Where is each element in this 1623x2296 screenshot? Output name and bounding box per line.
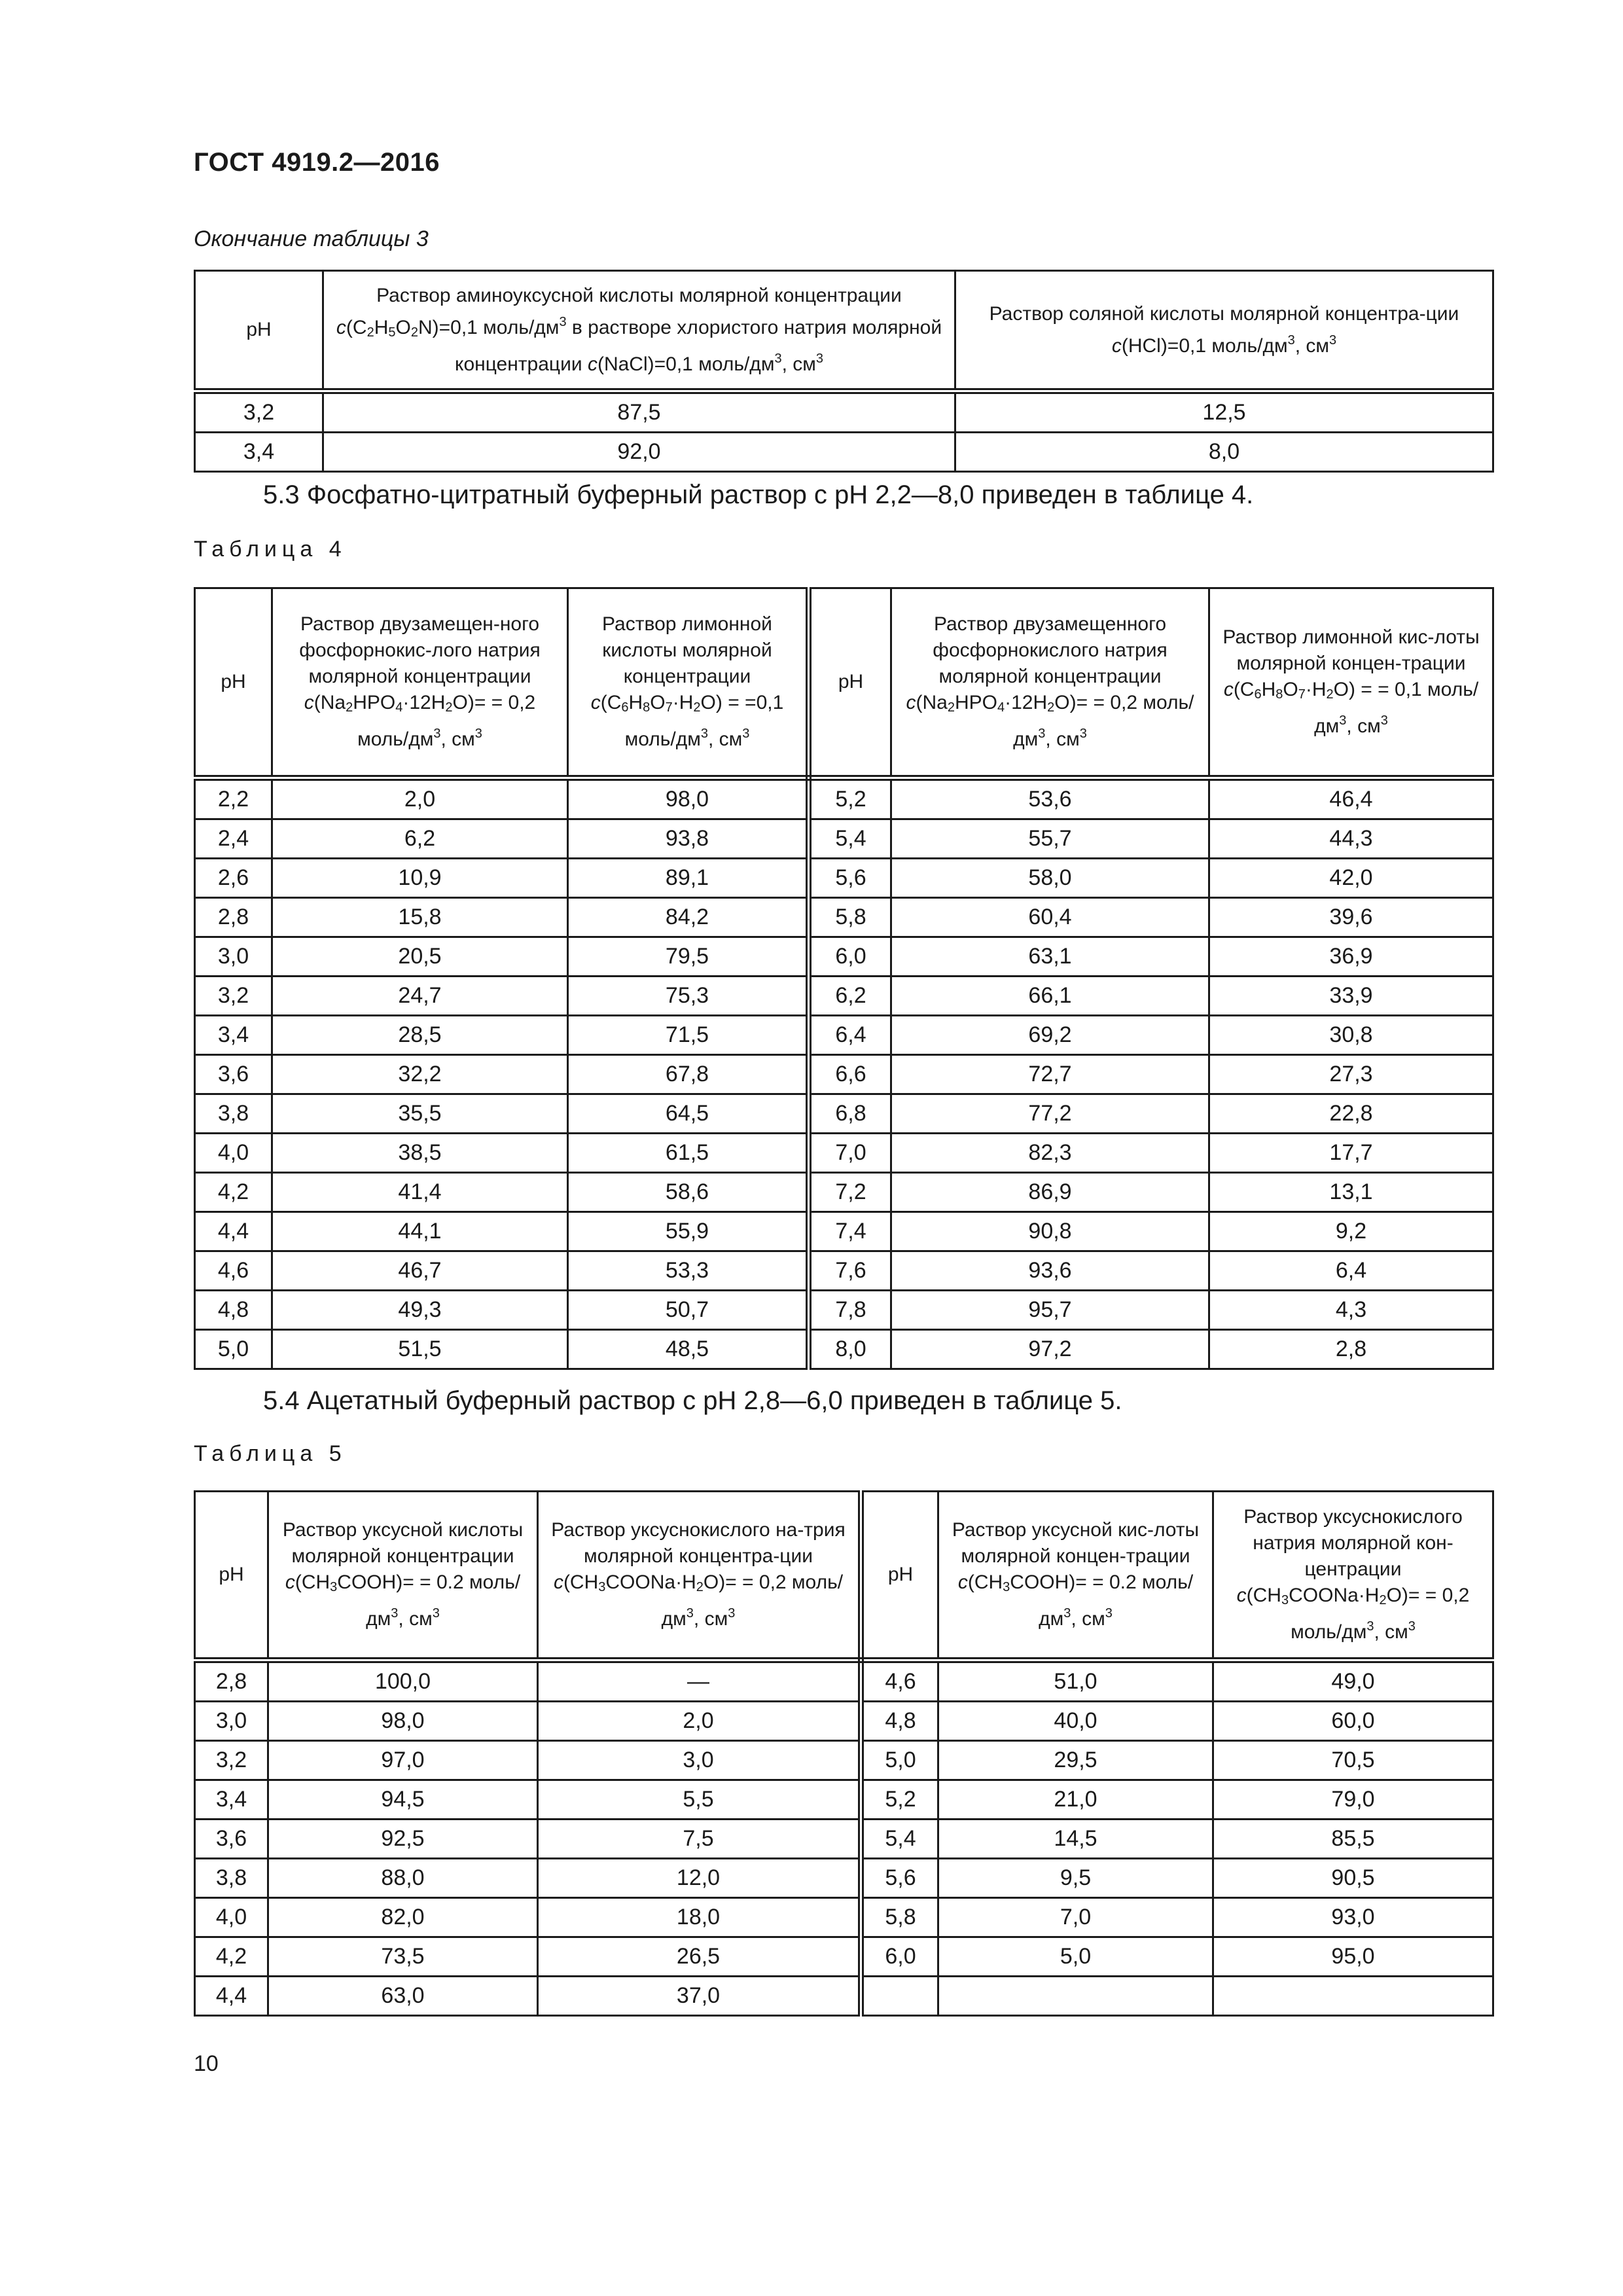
table-cell: 3,2 [195, 977, 272, 1016]
table-row [195, 1937, 1493, 1977]
table-cell: 61,5 [568, 1134, 809, 1173]
table-cell: 2,8 [195, 1660, 268, 1702]
table-cell: 90,5 [1213, 1859, 1493, 1898]
table-cell: 79,0 [1213, 1780, 1493, 1820]
paragraph-5-4: 5.4 Ацетатный буферный раствор с pH 2,8—6,0 приведен в таблице 5. [263, 1386, 1122, 1415]
table-cell: 2,0 [538, 1702, 861, 1741]
column-header-sodium-acetate-2: Раствор уксуснокислого натрия молярной кон-центрации $c(CH_3COONa\cdot H_2O)= = 0,2$ моль/$дм^3$, $см^3$ [1213, 1492, 1493, 1660]
table-cell: 12,0 [538, 1859, 861, 1898]
document-header: ГОСТ 4919.2—2016 [194, 148, 440, 177]
table-cell: 79,5 [568, 937, 809, 977]
column-header-ph: pH [195, 271, 323, 391]
table-header-row [195, 271, 1493, 391]
table-4 [194, 587, 1494, 1370]
column-header-ph-2: pH [809, 588, 891, 778]
table-cell: 42,0 [1209, 859, 1493, 898]
column-header-citric-acid: Раствор лимонной кислоты молярной концентрации $c(C_6H_8O_7\cdot H_2O) = =0,1$ моль/$дм^3$, $см^3$ [568, 588, 809, 778]
table-cell: 100,0 [268, 1660, 538, 1702]
table-cell: 7,0 [938, 1898, 1213, 1937]
table-cell: 21,0 [938, 1780, 1213, 1820]
table-cell: 3,6 [195, 1820, 268, 1859]
table-cell: 69,2 [891, 1016, 1209, 1055]
paragraph-5-3: 5.3 Фосфатно-цитратный буферный раствор с pH 2,2—8,0 приведен в таблице 4. [263, 480, 1254, 509]
table-row [195, 1094, 1493, 1134]
table-cell: 4,8 [861, 1702, 938, 1741]
table-cell: 72,7 [891, 1055, 1209, 1094]
table-row [195, 1898, 1493, 1937]
table-cell: 33,9 [1209, 977, 1493, 1016]
column-header-glycine-solution: Раствор аминоуксусной кислоты молярной концентрации $c(C_2H_5O_2N)=0,1$ моль/$дм^3$ в растворе хлористого натрия молярной концентрации c(NaCl)=0,1 моль/$дм^3$, $см^3$ [323, 271, 955, 391]
table-cell: 5,6 [861, 1859, 938, 1898]
table-cell: 37,0 [538, 1977, 861, 2016]
table-cell: 93,6 [891, 1251, 1209, 1291]
table-cell: 5,8 [809, 898, 891, 937]
table-4-label: Таблица 4 [194, 537, 347, 562]
table-cell: 84,2 [568, 898, 809, 937]
table-cell: 97,2 [891, 1330, 1209, 1369]
table-cell: 63,1 [891, 937, 1209, 977]
table-cell: 35,5 [272, 1094, 568, 1134]
table-cell: 48,5 [568, 1330, 809, 1369]
table-cell: 3,4 [195, 1016, 272, 1055]
table-cell: 6,0 [809, 937, 891, 977]
table-cell: 5,2 [861, 1780, 938, 1820]
table-cell: 5,5 [538, 1780, 861, 1820]
table-cell: 87,5 [323, 391, 955, 433]
table-cell: 88,0 [268, 1859, 538, 1898]
table-cell: 49,0 [1213, 1660, 1493, 1702]
column-header-hcl-solution: Раствор соляной кислоты молярной концентра-ции c(HCl)=0,1 моль/$дм^3$, $см^3$ [955, 271, 1493, 391]
table-cell: 46,7 [272, 1251, 568, 1291]
table-row [195, 819, 1493, 859]
table-5 [194, 1490, 1494, 2017]
table-cell: 22,8 [1209, 1094, 1493, 1134]
table-cell: 3,8 [195, 1094, 272, 1134]
table-cell [861, 1977, 938, 2016]
table-cell: — [538, 1660, 861, 1702]
table-cell: 4,4 [195, 1212, 272, 1251]
table-cell: 5,6 [809, 859, 891, 898]
table-row [195, 977, 1493, 1016]
table-cell: 60,0 [1213, 1702, 1493, 1741]
table-row [195, 1212, 1493, 1251]
table-cell: 97,0 [268, 1741, 538, 1780]
table-cell: 71,5 [568, 1016, 809, 1055]
table-cell: 14,5 [938, 1820, 1213, 1859]
table-cell: 58,6 [568, 1173, 809, 1212]
table-cell: 30,8 [1209, 1016, 1493, 1055]
table-row [195, 1977, 1493, 2016]
table-row [195, 1016, 1493, 1055]
table-cell: 4,6 [195, 1251, 272, 1291]
table-cell: 2,8 [1209, 1330, 1493, 1369]
table-cell: 5,0 [938, 1937, 1213, 1977]
table-row [195, 1055, 1493, 1094]
table-cell: 64,5 [568, 1094, 809, 1134]
table-cell: 3,4 [195, 1780, 268, 1820]
table-cell: 51,5 [272, 1330, 568, 1369]
table-cell: 3,6 [195, 1055, 272, 1094]
table-cell: 7,0 [809, 1134, 891, 1173]
table-cell: 6,4 [1209, 1251, 1493, 1291]
table-cell: 24,7 [272, 977, 568, 1016]
table-cell: 32,2 [272, 1055, 568, 1094]
table-cell: 3,0 [195, 937, 272, 977]
table-cell: 95,0 [1213, 1937, 1493, 1977]
table-cell: 3,0 [195, 1702, 268, 1741]
table-cell: 4,6 [861, 1660, 938, 1702]
table-cell: 36,9 [1209, 937, 1493, 977]
table-cell: 98,0 [268, 1702, 538, 1741]
table-cell: 86,9 [891, 1173, 1209, 1212]
table-3-end [194, 270, 1494, 473]
column-header-acetic-acid: Раствор уксусной кислоты молярной концентрации $c(CH_3COOH)= = 0.2$ моль/$дм^3$, $см^3$ [268, 1492, 538, 1660]
table-cell: 6,0 [861, 1937, 938, 1977]
table-row [195, 1702, 1493, 1741]
column-header-na2hpo4-2: Раствор двузамещенного фосфорнокислого натрия молярной концентрации $c(Na_2HPO_4\cdot 12H_2O)= = 0,2$ моль/$дм^3$, $см^3$ [891, 588, 1209, 778]
table-cell: 20,5 [272, 937, 568, 977]
table-row [195, 1251, 1493, 1291]
table-cell [1213, 1977, 1493, 2016]
table-cell: 46,4 [1209, 778, 1493, 819]
table-header-row [195, 588, 1493, 778]
table-cell: 3,2 [195, 1741, 268, 1780]
table-cell: 17,7 [1209, 1134, 1493, 1173]
table-cell: 5,4 [809, 819, 891, 859]
table-cell: 67,8 [568, 1055, 809, 1094]
table-cell: 92,5 [268, 1820, 538, 1859]
table-cell: 3,8 [195, 1859, 268, 1898]
table-cell: 93,0 [1213, 1898, 1493, 1937]
table-cell: 58,0 [891, 859, 1209, 898]
table-cell: 4,2 [195, 1937, 268, 1977]
table-row [195, 433, 1493, 472]
table-cell: 2,8 [195, 898, 272, 937]
table-header-row [195, 1492, 1493, 1660]
table-cell: 5,4 [861, 1820, 938, 1859]
table-cell: 6,2 [809, 977, 891, 1016]
table-cell: 93,8 [568, 819, 809, 859]
table-cell: 4,8 [195, 1291, 272, 1330]
table-cell: 49,3 [272, 1291, 568, 1330]
table-cell: 7,2 [809, 1173, 891, 1212]
table-cell: 2,0 [272, 778, 568, 819]
table-row [195, 1173, 1493, 1212]
table3-continuation-caption: Окончание таблицы 3 [194, 226, 429, 251]
table-cell: 55,9 [568, 1212, 809, 1251]
table-cell: 9,2 [1209, 1212, 1493, 1251]
table-cell: 38,5 [272, 1134, 568, 1173]
table-cell: 7,5 [538, 1820, 861, 1859]
table-cell: 2,6 [195, 859, 272, 898]
table-cell: 66,1 [891, 977, 1209, 1016]
column-header-acetic-acid-2: Раствор уксусной кис-лоты молярной концен-трации $c(CH_3COOH)= = 0.2$ моль/$дм^3$, $см^3$ [938, 1492, 1213, 1660]
table-cell: 28,5 [272, 1016, 568, 1055]
table-cell: 9,5 [938, 1859, 1213, 1898]
table-cell: 2,4 [195, 819, 272, 859]
table-row [195, 391, 1493, 433]
table-row [195, 1741, 1493, 1780]
table-cell [938, 1977, 1213, 2016]
page-number: 10 [194, 2051, 219, 2076]
table-cell: 5,8 [861, 1898, 938, 1937]
table-cell: 18,0 [538, 1898, 861, 1937]
table-cell: 44,3 [1209, 819, 1493, 859]
table-cell: 4,0 [195, 1134, 272, 1173]
table-cell: 4,3 [1209, 1291, 1493, 1330]
table-cell: 98,0 [568, 778, 809, 819]
table-cell: 8,0 [955, 433, 1493, 472]
table-cell: 90,8 [891, 1212, 1209, 1251]
table-row [195, 937, 1493, 977]
table-cell: 82,0 [268, 1898, 538, 1937]
table-row [195, 1134, 1493, 1173]
column-header-ph: pH [195, 588, 272, 778]
table-cell: 39,6 [1209, 898, 1493, 937]
table-cell: 3,0 [538, 1741, 861, 1780]
table-cell: 6,4 [809, 1016, 891, 1055]
table-row [195, 778, 1493, 819]
table-cell: 6,2 [272, 819, 568, 859]
table-cell: 7,6 [809, 1251, 891, 1291]
column-header-citric-acid-2: Раствор лимонной кис-лоты молярной концен-трации $c(C_6H_8O_7\cdot H_2O)$ = = 0,1 моль/$дм^3$, $см^3$ [1209, 588, 1493, 778]
table-cell: 89,1 [568, 859, 809, 898]
table-cell: 95,7 [891, 1291, 1209, 1330]
table-row [195, 1859, 1493, 1898]
table-cell: 2,2 [195, 778, 272, 819]
table-cell: 3,4 [195, 433, 323, 472]
table-cell: 77,2 [891, 1094, 1209, 1134]
table-cell: 44,1 [272, 1212, 568, 1251]
table-cell: 60,4 [891, 898, 1209, 937]
table-row [195, 1291, 1493, 1330]
table-cell: 6,6 [809, 1055, 891, 1094]
table-cell: 5,2 [809, 778, 891, 819]
table-row [195, 1820, 1493, 1859]
table-row [195, 1780, 1493, 1820]
table-cell: 6,8 [809, 1094, 891, 1134]
table-cell: 4,0 [195, 1898, 268, 1937]
table-cell: 26,5 [538, 1937, 861, 1977]
table-cell: 85,5 [1213, 1820, 1493, 1859]
table-cell: 12,5 [955, 391, 1493, 433]
table-cell: 92,0 [323, 433, 955, 472]
column-header-sodium-acetate: Раствор уксуснокислого на-трия молярной концентра-ции $c(CH_3COONa\cdot H_2O)= = 0,2$ моль/$дм^3$, $см^3$ [538, 1492, 861, 1660]
table-cell: 94,5 [268, 1780, 538, 1820]
table-row [195, 859, 1493, 898]
table-row [195, 898, 1493, 937]
column-header-ph-2: pH [861, 1492, 938, 1660]
table-cell: 41,4 [272, 1173, 568, 1212]
table-cell: 50,7 [568, 1291, 809, 1330]
table-cell: 29,5 [938, 1741, 1213, 1780]
table-cell: 53,3 [568, 1251, 809, 1291]
table-cell: 7,4 [809, 1212, 891, 1251]
table-cell: 55,7 [891, 819, 1209, 859]
table-cell: 4,4 [195, 1977, 268, 2016]
table-cell: 8,0 [809, 1330, 891, 1369]
table-cell: 10,9 [272, 859, 568, 898]
table-5-label: Таблица 5 [194, 1441, 347, 1466]
table-cell: 5,0 [195, 1330, 272, 1369]
table-cell: 5,0 [861, 1741, 938, 1780]
table-cell: 3,2 [195, 391, 323, 433]
table-cell: 27,3 [1209, 1055, 1493, 1094]
column-header-ph: pH [195, 1492, 268, 1660]
column-header-na2hpo4: Раствор двузамещен-ного фосфорнокис-лого натрия молярной концентрации $c(Na_2HPO_4\cdot 12H_2O)= = 0,2$ моль/$дм^3$, $см^3$ [272, 588, 568, 778]
table-cell: 73,5 [268, 1937, 538, 1977]
table-cell: 7,8 [809, 1291, 891, 1330]
table-cell: 70,5 [1213, 1741, 1493, 1780]
table-row [195, 1330, 1493, 1369]
table-cell: 53,6 [891, 778, 1209, 819]
table-cell: 51,0 [938, 1660, 1213, 1702]
table-cell: 40,0 [938, 1702, 1213, 1741]
table-cell: 75,3 [568, 977, 809, 1016]
table-cell: 4,2 [195, 1173, 272, 1212]
table-cell: 63,0 [268, 1977, 538, 2016]
table-cell: 82,3 [891, 1134, 1209, 1173]
table-cell: 13,1 [1209, 1173, 1493, 1212]
table-row [195, 1660, 1493, 1702]
table-cell: 15,8 [272, 898, 568, 937]
